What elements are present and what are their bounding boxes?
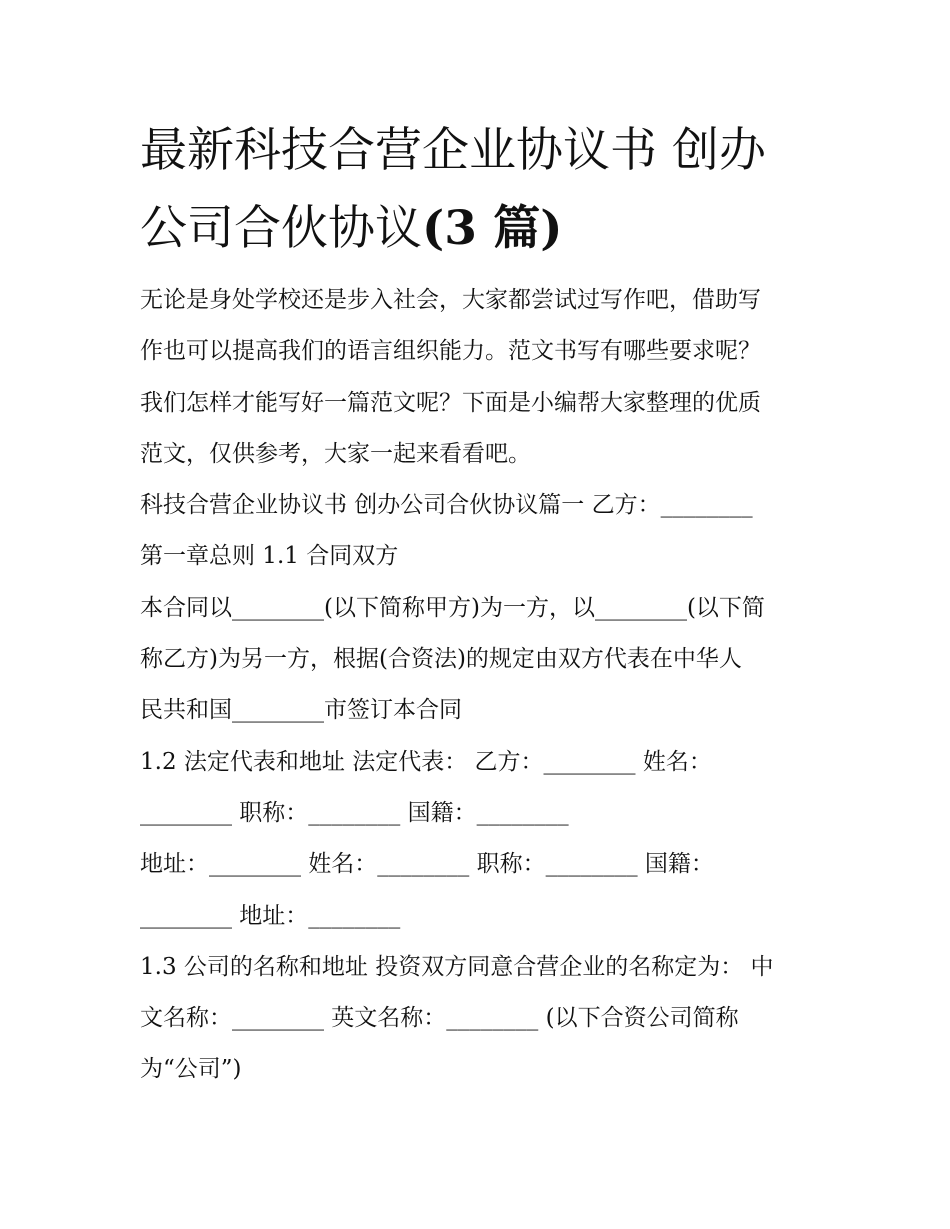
paragraph-line: ________ 职称：________ 国籍：________ (140, 799, 569, 826)
paragraph-line: 1.3 公司的名称和地址 投资双方同意合营企业的名称定为： 中 (140, 953, 774, 980)
paragraph-line: 为“公司”) (140, 1056, 242, 1083)
paragraph-line: 科技合营企业协议书 创办公司合伙协议篇一 乙方：________ (140, 492, 753, 519)
title-line-2-text: 公司合伙协议 (140, 201, 422, 256)
paragraph-line: 民共和国________市签订本合同 (140, 697, 462, 724)
paragraph-line: 范文，仅供参考，大家一起来看看吧。 (140, 440, 531, 467)
paragraph-line: ________ 地址：________ (140, 902, 401, 929)
paragraph-line: 无论是身处学校还是步入社会，大家都尝试过写作吧，借助写 (140, 287, 761, 313)
paragraph-line: 1.2 法定代表和地址 法定代表： 乙方：________ 姓名： (140, 748, 712, 775)
document-title (140, 112, 830, 268)
title-line-2 (140, 190, 830, 268)
document-body (140, 275, 830, 1096)
paragraph-line: 文名称：________ 英文名称：________ (以下合资公司简称 (140, 1005, 739, 1032)
paragraph-line: 称乙方)为另一方，根据(合资法)的规定由双方代表在中华人 (140, 646, 742, 673)
paragraph-line: 第一章总则 1.1 合同双方 (140, 543, 399, 570)
paragraph-line: 本合同以________(以下简称甲方)为一方，以________(以下简 (140, 594, 765, 621)
title-line-2-bold: (3 篇) (422, 201, 563, 256)
paragraph-line: 我们怎样才能写好一篇范文呢？下面是小编帮大家整理的优质 (140, 389, 761, 416)
paragraph-line: 作也可以提高我们的语言组织能力。范文书写有哪些要求呢？ (140, 338, 761, 365)
title-line-1: 最新科技合营企业协议书 创办 (140, 123, 766, 178)
paragraph-line: 地址：________ 姓名：________ 职称：________ 国籍： (140, 851, 714, 878)
